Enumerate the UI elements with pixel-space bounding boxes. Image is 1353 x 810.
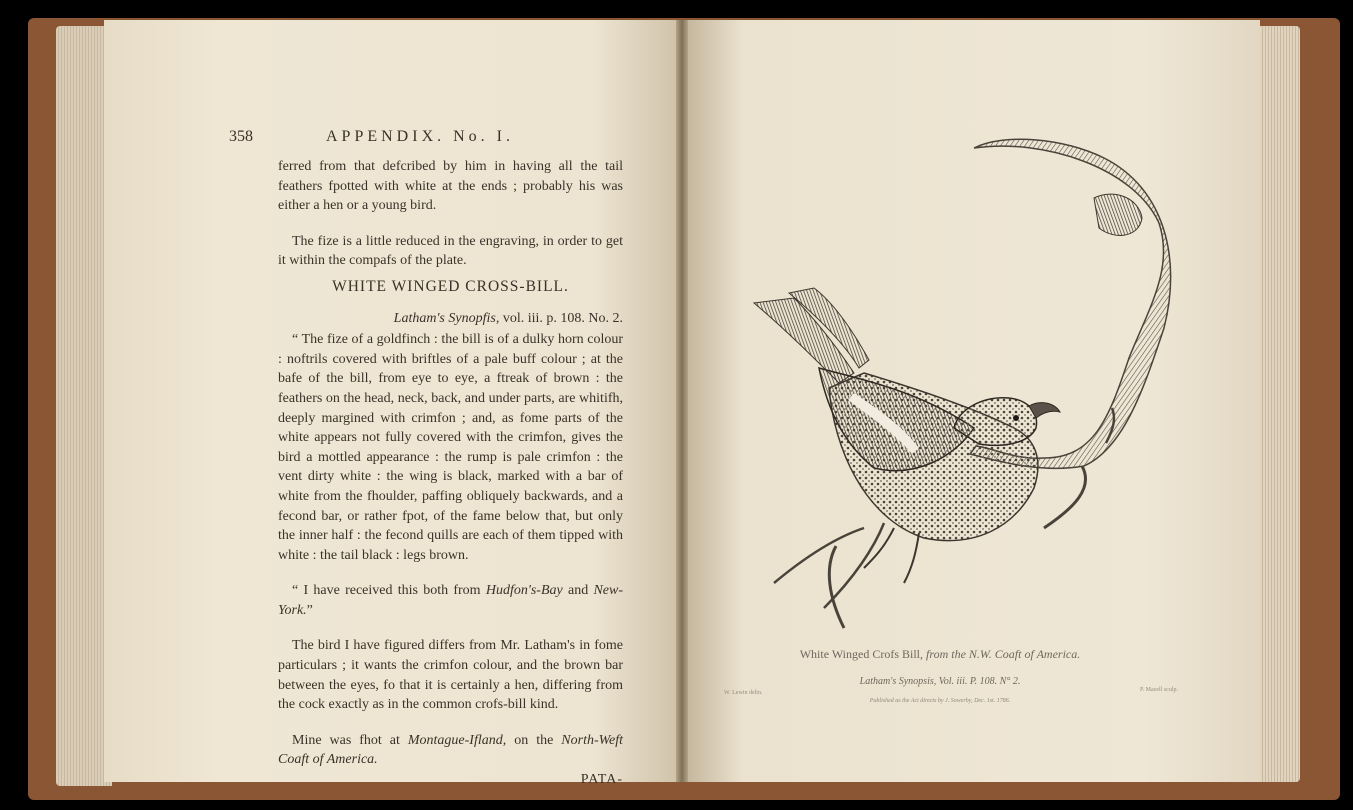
quote2-start: “ I have received this both from <box>292 583 486 599</box>
running-head: APPENDIX. No. I. <box>326 128 514 145</box>
quote2-end: ” <box>306 602 313 618</box>
catchword: PATA- <box>580 772 623 788</box>
credit-engraver: P. Mazell sculp. <box>1140 687 1178 693</box>
twig-3 <box>774 528 864 583</box>
bird-legs <box>864 528 919 583</box>
place-montague-island: Montague-Ifland, <box>407 732 507 748</box>
credit-delineator: W. Lewin delin. <box>724 690 763 696</box>
plate-caption <box>790 647 1090 662</box>
page-edges-right <box>1256 26 1300 782</box>
publication-line: Published as the Act directs by J. Sowerby, Dec. 1st. 1786. <box>869 698 1011 704</box>
section-title: WHITE WINGED CROSS-BILL. <box>332 277 569 295</box>
body-text <box>278 157 623 790</box>
latham-quote: “ The fize of a goldfinch : the bill is of a dulky horn colour : noftrils covered with briftles of a pale buff colour ; at the bafe of the bill, from eye to eye, a ftreak of brown : the feathers on the head, neck, back, and under parts, are whitifh, deeply margined with crimfon ; and, as fome parts of the white appears not fully covered with the crimfon, gives the bird a mottled appearance : the rump is pale crimfon : the vent dirty white : the wing is black, marked with a bar of white from the fhoulder, paffing obliquely backwards, and a fecond bar, or rather fpot, of the fame below that, but only the inner half : the fecond quills are each of them tipped with white : the tail black : legs brown. <box>278 332 623 563</box>
quote2-mid: and <box>562 583 594 599</box>
plate-caption-name: White Winged Crofs Bill, <box>799 647 924 661</box>
twig-1 <box>1044 466 1086 528</box>
page-number: 358 <box>229 128 253 145</box>
branch-knot <box>1094 194 1142 235</box>
reference-work: Latham's Synopfis, <box>393 310 500 326</box>
place-hudsons-bay: Hudfon's-Bay <box>485 583 563 599</box>
location-mid: on the <box>506 732 562 748</box>
book-gutter <box>676 20 688 782</box>
bird-tail <box>754 288 869 383</box>
received-quote <box>278 581 623 620</box>
twig-4 <box>829 546 844 628</box>
paragraph-size-note: The fize is a little reduced in the engraving, in order to get it within the compafs of the plate. <box>278 233 623 269</box>
plate-caption-origin: from the N.W. Coaft of America. <box>923 647 1081 661</box>
place-new-york: New-York. <box>278 583 624 618</box>
reference-locator: vol. iii. p. 108. No. 2. <box>502 310 623 326</box>
reference-line <box>278 309 623 329</box>
place-north-west-coast: North-Weft Coaft of America. <box>278 732 623 768</box>
location-start: Mine was fhot at <box>292 732 408 748</box>
bird-eye <box>1013 415 1019 421</box>
paragraph-continued: ferred from that defcribed by him in having all the tail feathers fpotted with white at the ends ; probably his was either a hen or a young bird. <box>278 159 623 214</box>
bird-engraving <box>744 128 1176 638</box>
paragraph-differences: The bird I have figured differs from Mr. Latham's in fome particulars ; it wants the crimfon colour, and the brown bar between the eyes, fo that it is certainly a hen, differing from the cock exactly as in the common crofs-bill kind. <box>278 638 623 713</box>
paragraph-location <box>278 731 623 770</box>
plate-reference: Latham's Synopsis, Vol. iii. P. 108. N° 2. <box>859 676 1021 687</box>
